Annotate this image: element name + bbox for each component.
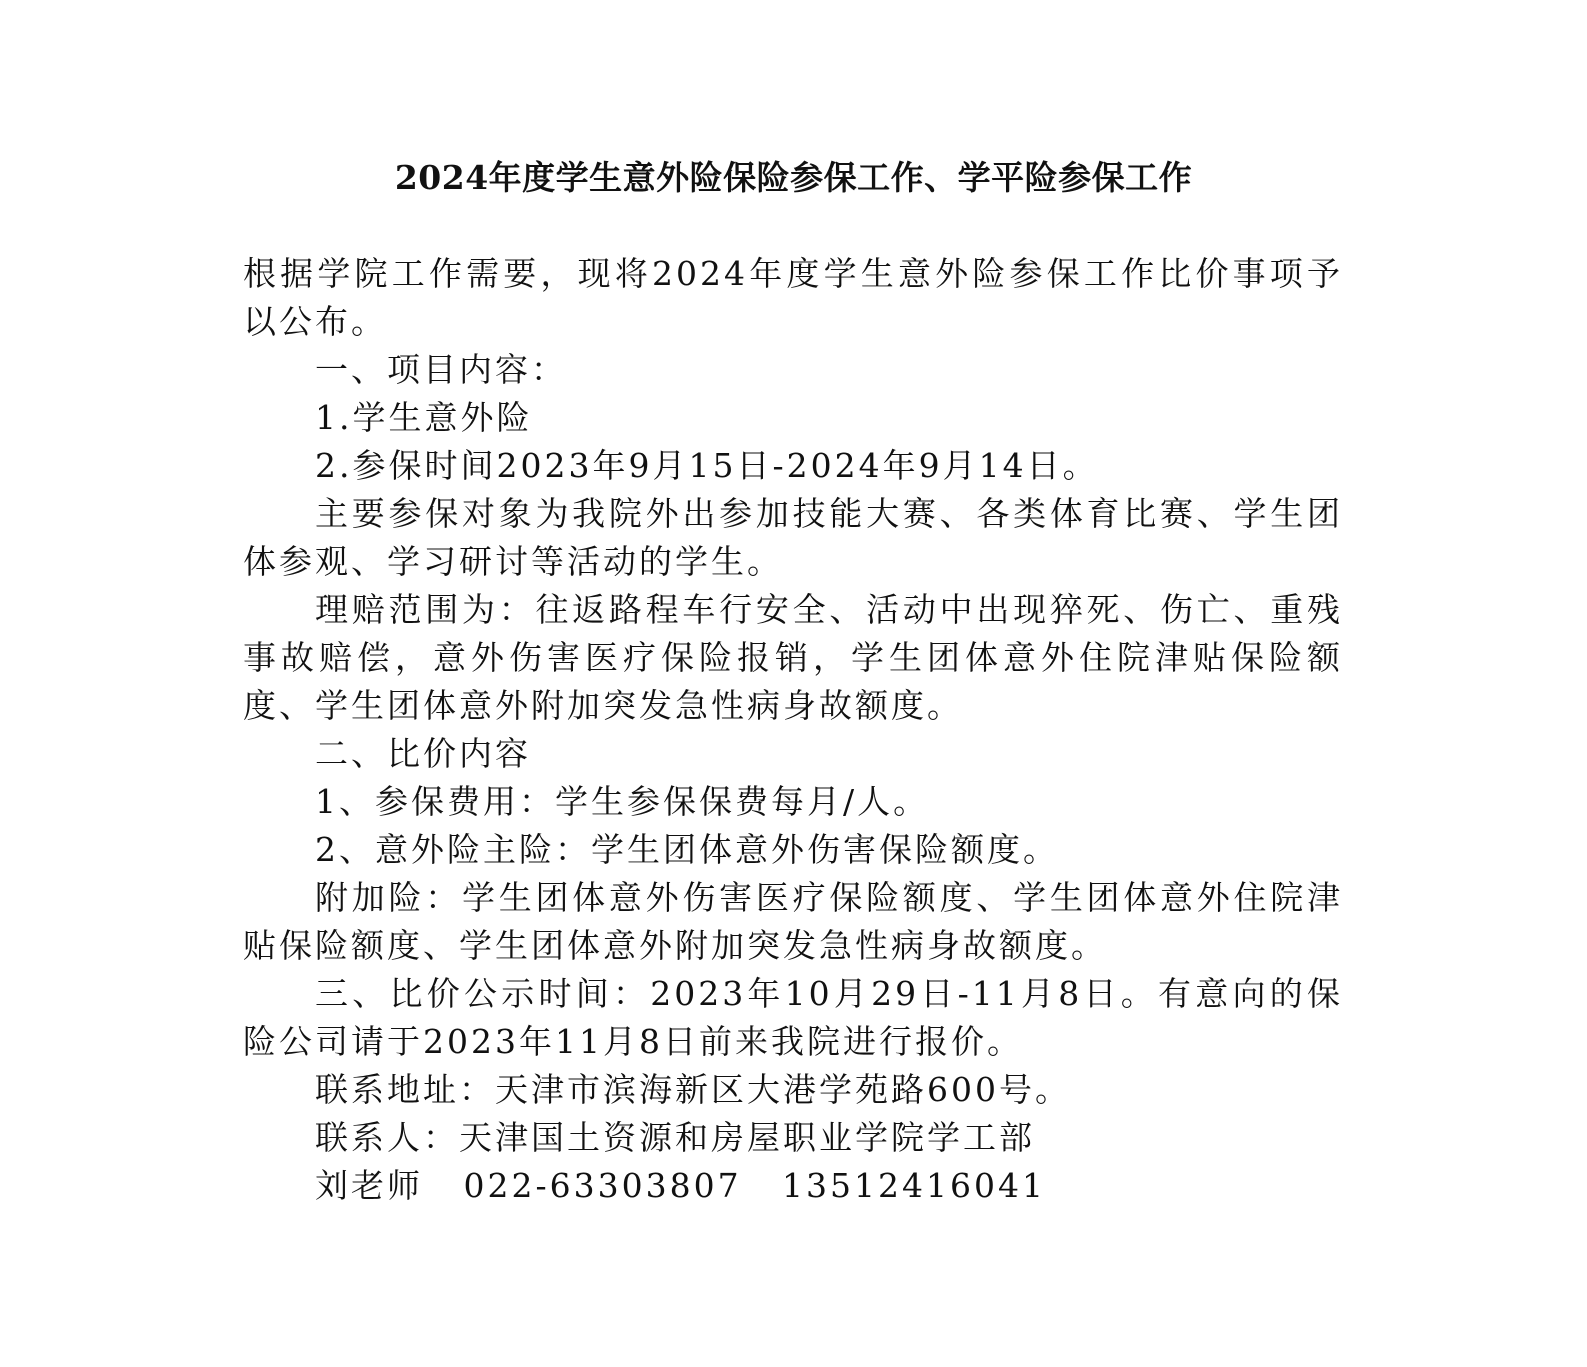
price-item-2: 2、意外险主险：学生团体意外伤害保险额度。 (315, 830, 1059, 869)
intro-paragraph: 根据学院工作需要，现将2024年度学生意外险参保工作比价事项予以公布。 (243, 254, 1343, 341)
claims-scope-paragraph: 理赔范围为：往返路程车行安全、活动中出现猝死、伤亡、重残事故赔偿，意外伤害医疗保险报销，学生团体意外住院津贴保险额度、学生团体意外附加突发急性病身故额度。 (243, 590, 1343, 725)
contact-person: 刘老师 022-63303807 13512416041 (315, 1166, 1046, 1205)
project-item-2: 2.参保时间2023年9月15日-2024年9月14日。 (315, 446, 1099, 485)
section-2-heading: 二、比价内容 (315, 734, 531, 773)
section-3-paragraph: 三、比价公示时间：2023年10月29日-11月8日。有意向的保险公司请于2023年11月8日前来我院进行报价。 (243, 974, 1343, 1061)
document-title: 2024年度学生意外险保险参保工作、学平险参保工作 (394, 158, 1193, 197)
rider-paragraph: 附加险：学生团体意外伤害医疗保险额度、学生团体意外住院津贴保险额度、学生团体意外附加突发急性病身故额度。 (243, 878, 1343, 965)
section-1-heading: 一、项目内容： (315, 350, 567, 389)
contact-address: 联系地址：天津市滨海新区大港学苑路600号。 (315, 1070, 1071, 1109)
contact-organization: 联系人：天津国土资源和房屋职业学院学工部 (315, 1118, 1035, 1157)
price-item-1: 1、参保费用：学生参保保费每月/人。 (315, 782, 930, 821)
project-item-1: 1.学生意外险 (315, 398, 533, 437)
document-body (243, 250, 1343, 1210)
target-paragraph: 主要参保对象为我院外出参加技能大赛、各类体育比赛、学生团体参观、学习研讨等活动的学生。 (243, 494, 1343, 581)
